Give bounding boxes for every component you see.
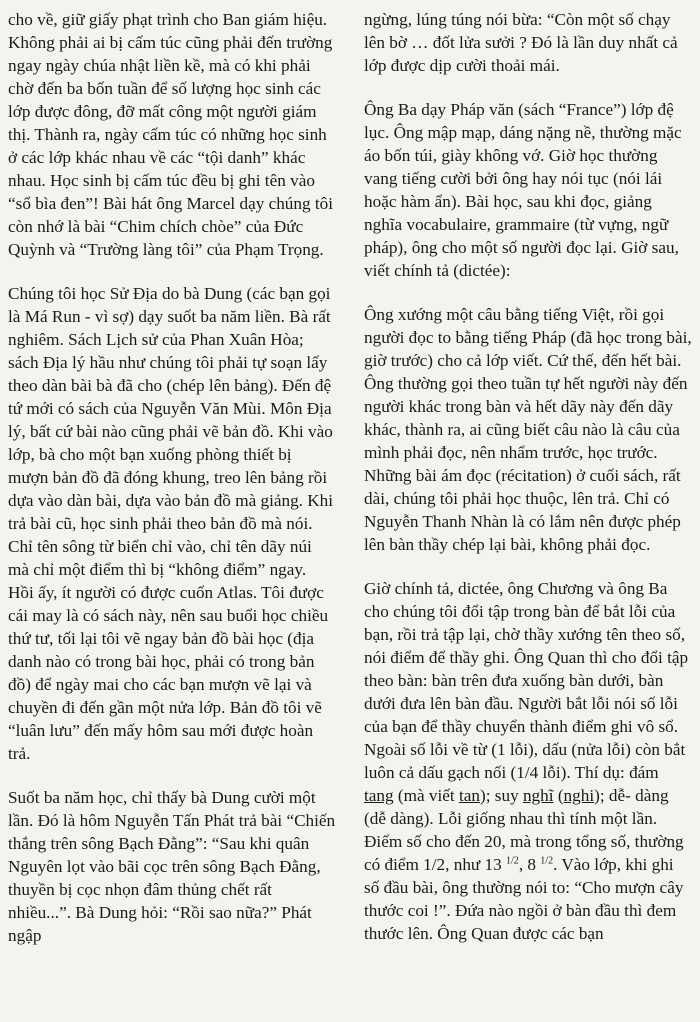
paragraph-ba-dung-laughs: Suốt ba năm học, chỉ thấy bà Dung cười một lần. Đó là hôm Nguyễn Tấn Phát trả bài “Chiến thắng trên sông Bạch Đằng”: “Sau khi quân Nguyên lọt vào bãi cọc trên sông Bạch Đằng, thuyền bị cọc nhọn đâm thủng chết rất nhiều...”. Bà Dung hỏi: “Rồi sao nữa?” Phát ngập (8, 788, 336, 945)
text-run: (mà viết (393, 786, 459, 805)
text-run: Giờ chính tả, dictée, ông Chương và ông Ba cho chúng tôi đổi tập trong bàn để bắt lỗi của bạn, rồi trả tập lại, chờ thầy xướng tên theo số, nói điểm để thầy ghi. Ông Quan thì cho đổi tập theo bàn: bàn trên đưa xuống bàn dưới, bàn dưới đưa lên bàn đầu. Người bắt lỗi nói số lỗi của bạn để thầy chuyển thành điểm ghi vô sổ. Ngoài số lỗi về từ (1 lỗi), dấu (nửa lỗi) còn bắt luôn cả dấu gạch nối (1/4 lỗi). Thí dụ: đám (364, 579, 689, 782)
underlined-word: tan (458, 786, 480, 805)
underlined-word: nghĩ (522, 786, 554, 805)
right-column (364, 8, 692, 1022)
underlined-word: tang (364, 786, 394, 805)
paragraph-class-laughs: ngừng, lúng túng nói bừa: “Còn một số chạy lên bờ … đốt lửa sưởi ? Đó là lần duy nhất cả lớp được dịp cười thoải mái. (364, 10, 678, 75)
superscript-fraction: 1/2 (506, 855, 519, 867)
text-run: ); suy (479, 786, 523, 805)
text-run: , 8 (518, 855, 541, 874)
paragraph-dictee-method: Ông xướng một câu bằng tiếng Việt, rồi gọi người đọc to bằng tiếng Pháp (đã học trong bài, giờ trước) cho cả lớp viết. Cứ thế, đến hết bài. Ông thường gọi theo tuần tự hết người này đến người khác trong bàn và hết dãy này đến dãy khác, thành ra, ai cũng biết câu nào là câu của mình phải đọc, nên nhẩm trước, học trước. Những bài ám đọc (récitation) ở cuối sách, rất dài, chúng tôi phải học thuộc, lên trả. Chỉ có Nguyễn Thanh Nhàn là có lắm nên được phép lên bàn thầy chép lại bài, không phải đọc. (364, 305, 692, 554)
superscript-fraction: 1/2 (540, 855, 554, 867)
paragraph-dictee-grading (364, 577, 692, 945)
text-run: ( (553, 786, 564, 805)
underlined-word: nghi (563, 786, 595, 805)
paragraph-ong-ba-french: Ông Ba dạy Pháp văn (sách “France”) lớp đệ lục. Ông mập mạp, dáng nặng nề, thường mặc áo bốn túi, giày không vớ. Giờ học thường vang tiếng cười bởi ông hay nói tục (nói lái hoặc hàm ẩn). Bài học, sau khi đọc, giảng nghĩa vocabulaire, grammaire (từ vựng, ngữ pháp), ông cho một số người đọc lại. Giờ sau, viết chính tả (dictée): (364, 100, 682, 280)
paragraph-detention: cho về, giữ giấy phạt trình cho Ban giám hiệu. Không phải ai bị cấm túc cũng phải đến trường ngay ngày chúa nhật liền kề, mà có khi phải chờ đến ba bốn tuần để số lượng học sinh các lớp được đông, đỡ mất công một người giám thị. Thành ra, ngày cấm túc có những học sinh ở các lớp khác nhau về các “tội danh” khác nhau. Học sinh bị cấm túc đều bị ghi tên vào “sổ bìa đen”! Bài hát ông Marcel dạy chúng tôi còn nhớ là bài “Chim chích chòe” của Đức Quỳnh và “Trường làng tôi” của Phạm Trọng. (8, 10, 334, 259)
text-run: ); dễ- dàng (dễ dàng). Lỗi giống nhau thì tính một lần. Điểm số cho đến 20, mà trong tổng số, thường có điểm 1/2, như 13 (364, 786, 684, 874)
left-column (8, 8, 336, 1022)
text-run: . Vào lớp, khi ghi số đầu bài, ông thường nói to: “Cho mượn cây thước coi !”. Đứa nào ngồi ở bàn đầu thì đem thước lên. Ông Quan được các bạn (364, 855, 684, 943)
paragraph-history-geography: Chúng tôi học Sử Địa do bà Dung (các bạn gọi là Má Run - vì sợ) dạy suốt ba năm liền. Bà rất nghiêm. Sách Lịch sử của Phan Xuân Hòa; sách Địa lý hầu như chúng tôi phải tự soạn lấy theo dàn bài bà đã cho (chép lên bảng). Đến đệ tứ mới có sách của Nguyễn Văn Mùi. Môn Địa lý, bất cứ bài nào cũng phải vẽ bản đồ. Khi vào lớp, bà cho một bạn xuống phòng thiết bị mượn bản đồ đã đóng khung, treo lên bảng rồi dựa vào dàn bài, dựa vào bản đồ mà giảng. Khi trả bài cũ, học sinh phải theo bản đồ mà nói. Chỉ tên sông từ biển chỉ vào, chỉ tên dãy núi mà chỉ một điểm thì bị “không điểm” ngay. Hồi ấy, ít người có được cuốn Atlas. Tôi được cái may là có sách này, nên sau buổi học chiều thứ tư, tối lại tôi vẽ ngay bản đồ bài học (địa danh nào có trong bài học, phải có trong bản đồ) để ngày mai cho các bạn mượn vẽ lại và chuyền đi đến gần một nửa lớp. Bản đồ tôi vẽ “luân lưu” đến mấy hôm sau mới được hoàn trả. (8, 284, 334, 763)
